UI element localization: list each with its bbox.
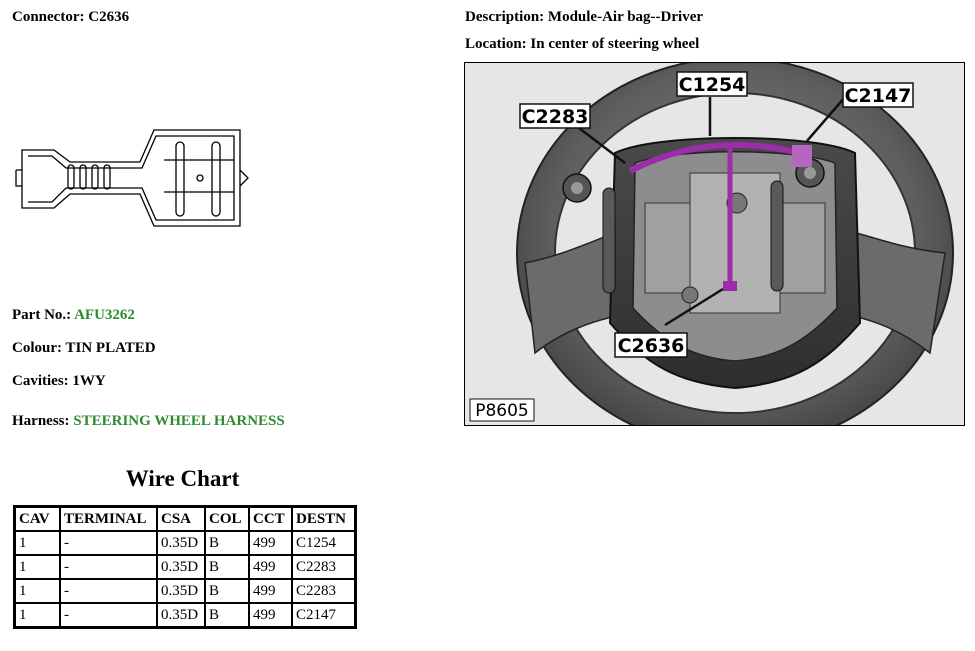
cell-col: B: [205, 531, 249, 555]
part-no-label: Part No.:: [12, 307, 72, 323]
svg-text:P8605: P8605: [475, 401, 529, 421]
callout-c2283: [520, 104, 590, 128]
svg-text:C2283: C2283: [521, 106, 589, 128]
description-label: Description:: [465, 9, 545, 25]
svg-text:C2636: C2636: [617, 335, 685, 357]
steering-wheel-illustration: [465, 63, 964, 425]
table-header-row: [15, 507, 356, 532]
description-value: Module-Air bag--Driver: [547, 9, 704, 25]
cell-cct: 499: [249, 531, 292, 555]
wire-chart-title: Wire Chart: [125, 466, 240, 491]
cell-col: B: [205, 579, 249, 603]
cell-csa: 0.35D: [157, 555, 205, 579]
cell-destn: C2283: [292, 555, 356, 579]
cell-cav: 1: [15, 603, 61, 628]
cell-csa: 0.35D: [157, 531, 205, 555]
connector-label: Connector:: [12, 9, 85, 25]
figure-reference: [470, 399, 534, 421]
steering-wheel-figure: [464, 62, 965, 426]
part-no-link[interactable]: AFU3262: [74, 307, 135, 323]
table-row: [15, 603, 356, 628]
svg-text:C1254: C1254: [678, 74, 746, 96]
table-row: [15, 579, 356, 603]
header-cav: CAV: [15, 507, 61, 532]
header-destn: DESTN: [292, 507, 356, 532]
cell-cct: 499: [249, 603, 292, 628]
connector-drawing: [14, 126, 254, 230]
cell-terminal: -: [60, 603, 157, 628]
location-value: In center of steering wheel: [530, 36, 700, 52]
wire-chart-table: [13, 505, 357, 629]
cell-terminal: -: [60, 579, 157, 603]
cell-cav: 1: [15, 555, 61, 579]
location-label: Location:: [465, 36, 527, 52]
connector-value: C2636: [88, 9, 130, 25]
cell-csa: 0.35D: [157, 579, 205, 603]
svg-text:C2147: C2147: [844, 85, 912, 107]
location-line: [465, 36, 699, 53]
colour-label: Colour:: [12, 340, 62, 356]
cell-cav: 1: [15, 579, 61, 603]
cell-cav: 1: [15, 531, 61, 555]
cell-terminal: -: [60, 555, 157, 579]
harness-link[interactable]: STEERING WHEEL HARNESS: [73, 413, 285, 429]
cell-destn: C2283: [292, 579, 356, 603]
cell-csa: 0.35D: [157, 603, 205, 628]
harness-label: Harness:: [12, 413, 70, 429]
cavities-value: 1WY: [72, 373, 106, 389]
table-row: [15, 531, 356, 555]
cavities-line: [12, 373, 106, 390]
part-no-line: [12, 307, 135, 324]
cell-destn: C2147: [292, 603, 356, 628]
header-col: COL: [205, 507, 249, 532]
callout-c2147: [843, 83, 913, 107]
callout-c1254: [677, 72, 747, 96]
harness-line: [12, 413, 285, 430]
cell-cct: 499: [249, 555, 292, 579]
cell-col: B: [205, 603, 249, 628]
cell-destn: C1254: [292, 531, 356, 555]
cavities-label: Cavities:: [12, 373, 69, 389]
callout-c2636: [615, 333, 687, 357]
table-row: [15, 555, 356, 579]
header-cct: CCT: [249, 507, 292, 532]
connector-line: [12, 9, 129, 26]
cell-col: B: [205, 555, 249, 579]
header-csa: CSA: [157, 507, 205, 532]
cell-terminal: -: [60, 531, 157, 555]
header-terminal: TERMINAL: [60, 507, 157, 532]
colour-value: TIN PLATED: [65, 340, 156, 356]
description-line: [465, 9, 703, 26]
cell-cct: 499: [249, 579, 292, 603]
colour-line: [12, 340, 156, 357]
